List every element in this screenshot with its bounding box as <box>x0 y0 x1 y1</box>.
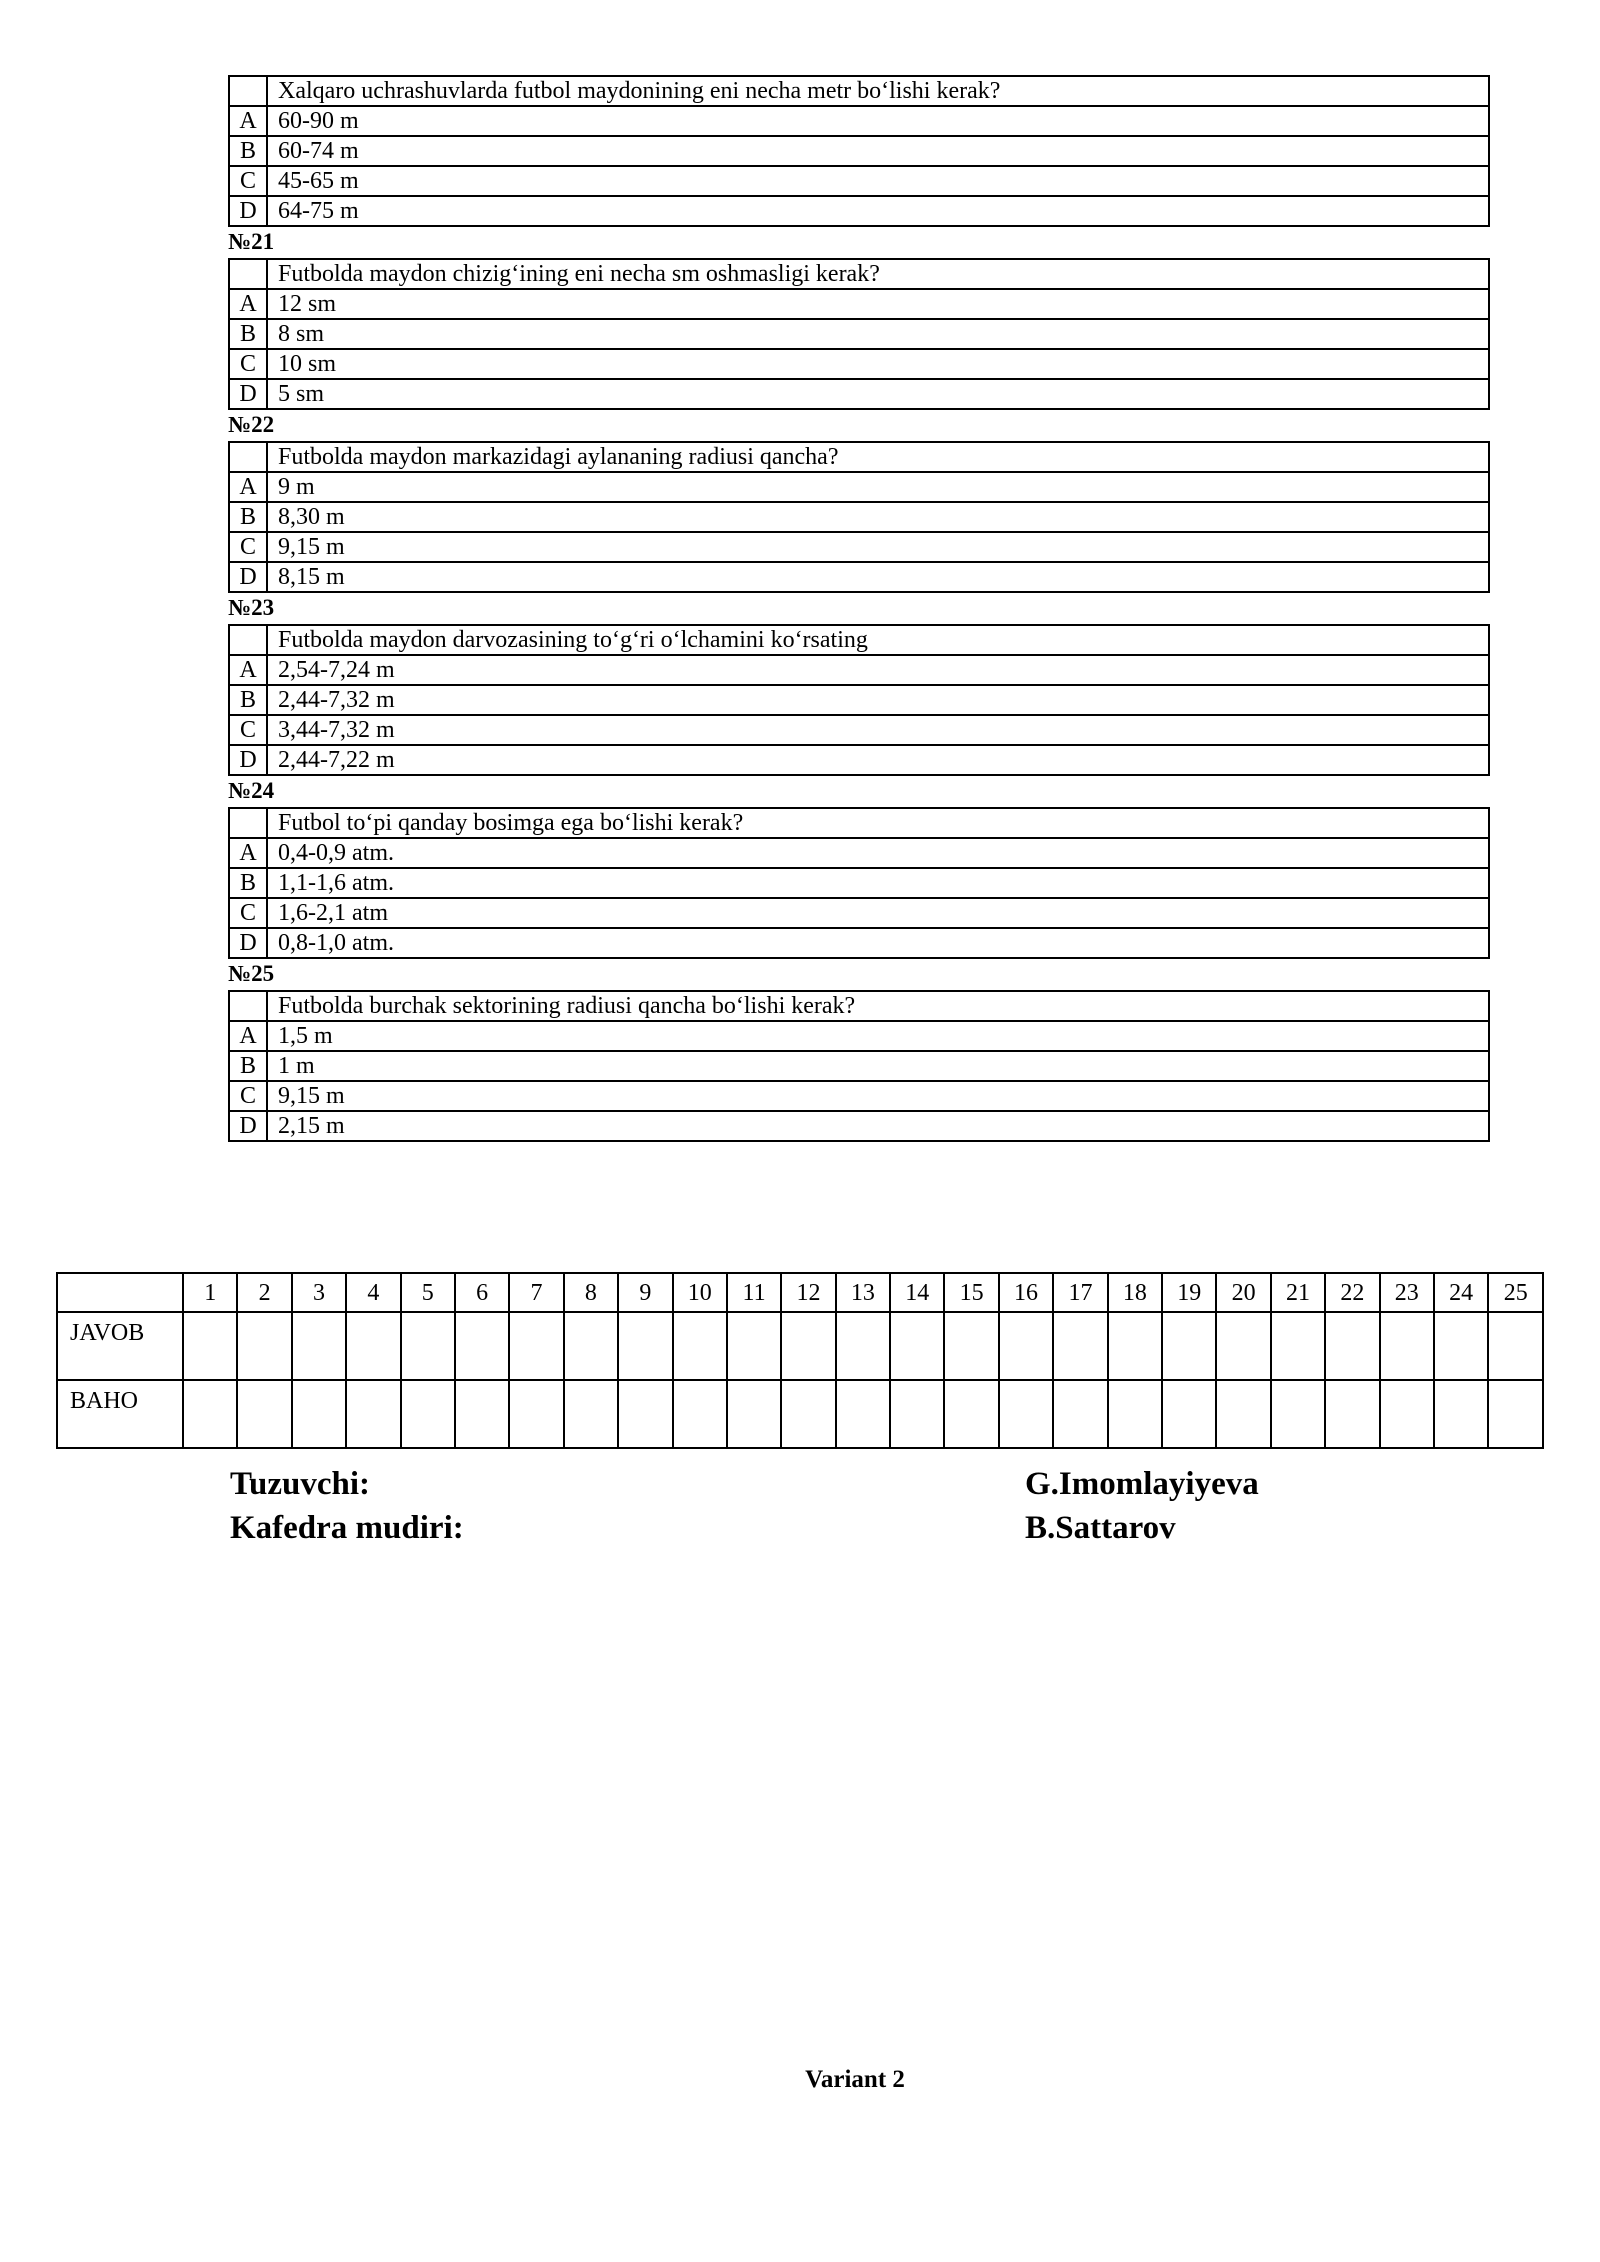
answer-cell[interactable] <box>401 1380 455 1448</box>
option-text: 10 sm <box>267 349 1489 379</box>
questions-section <box>228 75 1490 1142</box>
option-row <box>229 136 1489 166</box>
option-row <box>229 349 1489 379</box>
answer-cell[interactable] <box>673 1380 727 1448</box>
option-row <box>229 928 1489 958</box>
answer-cell[interactable] <box>237 1312 291 1380</box>
empty-cell <box>229 808 267 838</box>
answer-cell[interactable] <box>564 1380 618 1448</box>
answer-cell[interactable] <box>1380 1380 1434 1448</box>
answer-cell[interactable] <box>1488 1380 1543 1448</box>
empty-cell <box>229 625 267 655</box>
option-row <box>229 838 1489 868</box>
answer-cell[interactable] <box>1325 1312 1379 1380</box>
column-number: 14 <box>890 1273 944 1312</box>
option-text: 8,15 m <box>267 562 1489 592</box>
option-row <box>229 898 1489 928</box>
option-row <box>229 532 1489 562</box>
question-row <box>229 808 1489 838</box>
option-letter: A <box>229 106 267 136</box>
column-number: 22 <box>1325 1273 1379 1312</box>
option-letter: A <box>229 1021 267 1051</box>
answer-cell[interactable] <box>890 1312 944 1380</box>
column-number: 21 <box>1271 1273 1325 1312</box>
option-letter: A <box>229 289 267 319</box>
answer-row <box>57 1380 1543 1448</box>
question-number: №23 <box>228 595 275 620</box>
option-text: 9,15 m <box>267 1081 1489 1111</box>
answer-cell[interactable] <box>1053 1312 1107 1380</box>
answer-cell[interactable] <box>1162 1380 1216 1448</box>
option-text: 60-74 m <box>267 136 1489 166</box>
column-number: 20 <box>1216 1273 1270 1312</box>
question-text: Futbolda maydon darvozasining to‘g‘ri o‘lchamini ko‘rsating <box>267 625 1489 655</box>
option-text: 2,44-7,22 m <box>267 745 1489 775</box>
column-number: 3 <box>292 1273 346 1312</box>
option-letter: B <box>229 136 267 166</box>
answer-cell[interactable] <box>183 1312 237 1380</box>
question-text: Futbolda maydon markazidagi aylananing radiusi qancha? <box>267 442 1489 472</box>
signature-name: B.Sattarov <box>1025 1510 1176 1546</box>
answer-cell[interactable] <box>455 1380 509 1448</box>
option-letter: C <box>229 898 267 928</box>
option-text: 2,15 m <box>267 1111 1489 1141</box>
option-text: 8 sm <box>267 319 1489 349</box>
column-number: 4 <box>346 1273 400 1312</box>
option-letter: B <box>229 319 267 349</box>
option-letter: D <box>229 196 267 226</box>
option-row <box>229 745 1489 775</box>
answer-cell[interactable] <box>1216 1312 1270 1380</box>
answer-cell[interactable] <box>618 1380 672 1448</box>
question-row <box>229 991 1489 1021</box>
option-row <box>229 868 1489 898</box>
answer-header-row <box>57 1273 1543 1312</box>
question-row <box>229 625 1489 655</box>
column-number: 11 <box>727 1273 781 1312</box>
question-table <box>228 807 1490 959</box>
variant-label: Variant 2 <box>805 2066 905 2093</box>
option-row <box>229 379 1489 409</box>
signature-role: Tuzuvchi: <box>230 1466 370 1502</box>
answer-cell[interactable] <box>1325 1380 1379 1448</box>
option-row <box>229 289 1489 319</box>
empty-cell <box>229 442 267 472</box>
column-number: 1 <box>183 1273 237 1312</box>
column-number: 13 <box>836 1273 890 1312</box>
column-number: 17 <box>1053 1273 1107 1312</box>
signature-line <box>230 1466 1330 1510</box>
empty-cell <box>229 991 267 1021</box>
question-text: Futbolda burchak sektorining radiusi qancha bo‘lishi kerak? <box>267 991 1489 1021</box>
answer-grid <box>56 1272 1544 1449</box>
question-text: Xalqaro uchrashuvlarda futbol maydonining eni necha metr bo‘lishi kerak? <box>267 76 1489 106</box>
option-row <box>229 1111 1489 1141</box>
option-letter: C <box>229 166 267 196</box>
option-letter: A <box>229 655 267 685</box>
option-letter: A <box>229 838 267 868</box>
answer-cell[interactable] <box>292 1312 346 1380</box>
option-letter: C <box>229 1081 267 1111</box>
answer-cell[interactable] <box>1271 1312 1325 1380</box>
answer-cell[interactable] <box>781 1312 835 1380</box>
answer-cell[interactable] <box>836 1380 890 1448</box>
answer-cell[interactable] <box>509 1380 563 1448</box>
answer-cell[interactable] <box>1053 1380 1107 1448</box>
question-row <box>229 259 1489 289</box>
option-letter: B <box>229 502 267 532</box>
option-letter: C <box>229 532 267 562</box>
option-text: 1 m <box>267 1051 1489 1081</box>
option-row <box>229 196 1489 226</box>
question-table <box>228 441 1490 593</box>
column-number: 7 <box>509 1273 563 1312</box>
answer-cell[interactable] <box>346 1380 400 1448</box>
option-letter: D <box>229 928 267 958</box>
answer-cell[interactable] <box>890 1380 944 1448</box>
answer-cell[interactable] <box>401 1312 455 1380</box>
column-number: 6 <box>455 1273 509 1312</box>
column-number: 18 <box>1108 1273 1162 1312</box>
option-letter: B <box>229 1051 267 1081</box>
answer-cell[interactable] <box>564 1312 618 1380</box>
option-row <box>229 319 1489 349</box>
answer-cell[interactable] <box>727 1380 781 1448</box>
question-table <box>228 990 1490 1142</box>
option-row <box>229 1021 1489 1051</box>
column-number: 25 <box>1488 1273 1543 1312</box>
option-letter: D <box>229 379 267 409</box>
column-number: 2 <box>237 1273 291 1312</box>
option-letter: D <box>229 745 267 775</box>
answer-cell[interactable] <box>455 1312 509 1380</box>
option-row <box>229 472 1489 502</box>
answer-cell[interactable] <box>618 1312 672 1380</box>
option-letter: A <box>229 472 267 502</box>
question-number: №24 <box>228 778 275 803</box>
answer-cell[interactable] <box>1488 1312 1543 1380</box>
answer-row <box>57 1312 1543 1380</box>
answer-cell[interactable] <box>1434 1312 1488 1380</box>
column-number: 12 <box>781 1273 835 1312</box>
question-table <box>228 258 1490 410</box>
option-text: 12 sm <box>267 289 1489 319</box>
option-text: 5 sm <box>267 379 1489 409</box>
answer-cell[interactable] <box>1162 1312 1216 1380</box>
signature-line <box>230 1510 1330 1554</box>
answer-cell[interactable] <box>999 1312 1053 1380</box>
option-text: 60-90 m <box>267 106 1489 136</box>
column-number: 23 <box>1380 1273 1434 1312</box>
option-row <box>229 562 1489 592</box>
question-row <box>229 76 1489 106</box>
answer-cell[interactable] <box>183 1380 237 1448</box>
answer-cell[interactable] <box>1380 1312 1434 1380</box>
column-number: 5 <box>401 1273 455 1312</box>
option-text: 3,44-7,32 m <box>267 715 1489 745</box>
answer-cell[interactable] <box>1216 1380 1270 1448</box>
option-text: 2,44-7,32 m <box>267 685 1489 715</box>
option-row <box>229 655 1489 685</box>
answer-cell[interactable] <box>346 1312 400 1380</box>
option-row <box>229 166 1489 196</box>
answer-cell[interactable] <box>292 1380 346 1448</box>
answer-cell[interactable] <box>944 1312 998 1380</box>
question-table <box>228 624 1490 776</box>
answer-cell[interactable] <box>781 1380 835 1448</box>
column-number: 10 <box>673 1273 727 1312</box>
signature-role: Kafedra mudiri: <box>230 1510 464 1546</box>
answer-cell[interactable] <box>999 1380 1053 1448</box>
answer-cell[interactable] <box>944 1380 998 1448</box>
option-text: 0,8-1,0 atm. <box>267 928 1489 958</box>
answer-cell[interactable] <box>1108 1380 1162 1448</box>
question-text: Futbolda maydon chizig‘ining eni necha sm oshmasligi kerak? <box>267 259 1489 289</box>
column-number: 8 <box>564 1273 618 1312</box>
answer-cell[interactable] <box>509 1312 563 1380</box>
answer-cell[interactable] <box>1434 1380 1488 1448</box>
signatures <box>230 1466 1330 1554</box>
answer-cell[interactable] <box>673 1312 727 1380</box>
question-number: №25 <box>228 961 275 986</box>
option-text: 1,5 m <box>267 1021 1489 1051</box>
option-row <box>229 715 1489 745</box>
option-letter: D <box>229 1111 267 1141</box>
option-letter: C <box>229 349 267 379</box>
option-row <box>229 685 1489 715</box>
empty-cell <box>229 76 267 106</box>
question-text: Futbol to‘pi qanday bosimga ega bo‘lishi kerak? <box>267 808 1489 838</box>
answer-cell[interactable] <box>1108 1312 1162 1380</box>
option-text: 2,54-7,24 m <box>267 655 1489 685</box>
option-text: 0,4-0,9 atm. <box>267 838 1489 868</box>
option-text: 9 m <box>267 472 1489 502</box>
answer-cell[interactable] <box>836 1312 890 1380</box>
row-label: JAVOB <box>57 1312 183 1380</box>
answer-cell[interactable] <box>727 1312 781 1380</box>
option-text: 1,6-2,1 atm <box>267 898 1489 928</box>
column-number: 15 <box>944 1273 998 1312</box>
option-row <box>229 502 1489 532</box>
option-text: 9,15 m <box>267 532 1489 562</box>
question-table <box>228 75 1490 227</box>
answer-table <box>56 1272 1544 1449</box>
column-number: 16 <box>999 1273 1053 1312</box>
column-number: 19 <box>1162 1273 1216 1312</box>
answer-cell[interactable] <box>237 1380 291 1448</box>
column-number: 24 <box>1434 1273 1488 1312</box>
question-number: №22 <box>228 412 275 437</box>
option-text: 64-75 m <box>267 196 1489 226</box>
answer-cell[interactable] <box>1271 1380 1325 1448</box>
option-letter: B <box>229 685 267 715</box>
signature-name: G.Imomlayiyeva <box>1025 1466 1259 1502</box>
option-letter: B <box>229 868 267 898</box>
option-letter: D <box>229 562 267 592</box>
question-row <box>229 442 1489 472</box>
option-row <box>229 106 1489 136</box>
option-text: 8,30 m <box>267 502 1489 532</box>
option-row <box>229 1081 1489 1111</box>
empty-cell <box>229 259 267 289</box>
option-text: 1,1-1,6 atm. <box>267 868 1489 898</box>
option-row <box>229 1051 1489 1081</box>
corner-cell <box>57 1273 183 1312</box>
question-number: №21 <box>228 229 275 254</box>
row-label: BAHO <box>57 1380 183 1448</box>
column-number: 9 <box>618 1273 672 1312</box>
option-letter: C <box>229 715 267 745</box>
option-text: 45-65 m <box>267 166 1489 196</box>
